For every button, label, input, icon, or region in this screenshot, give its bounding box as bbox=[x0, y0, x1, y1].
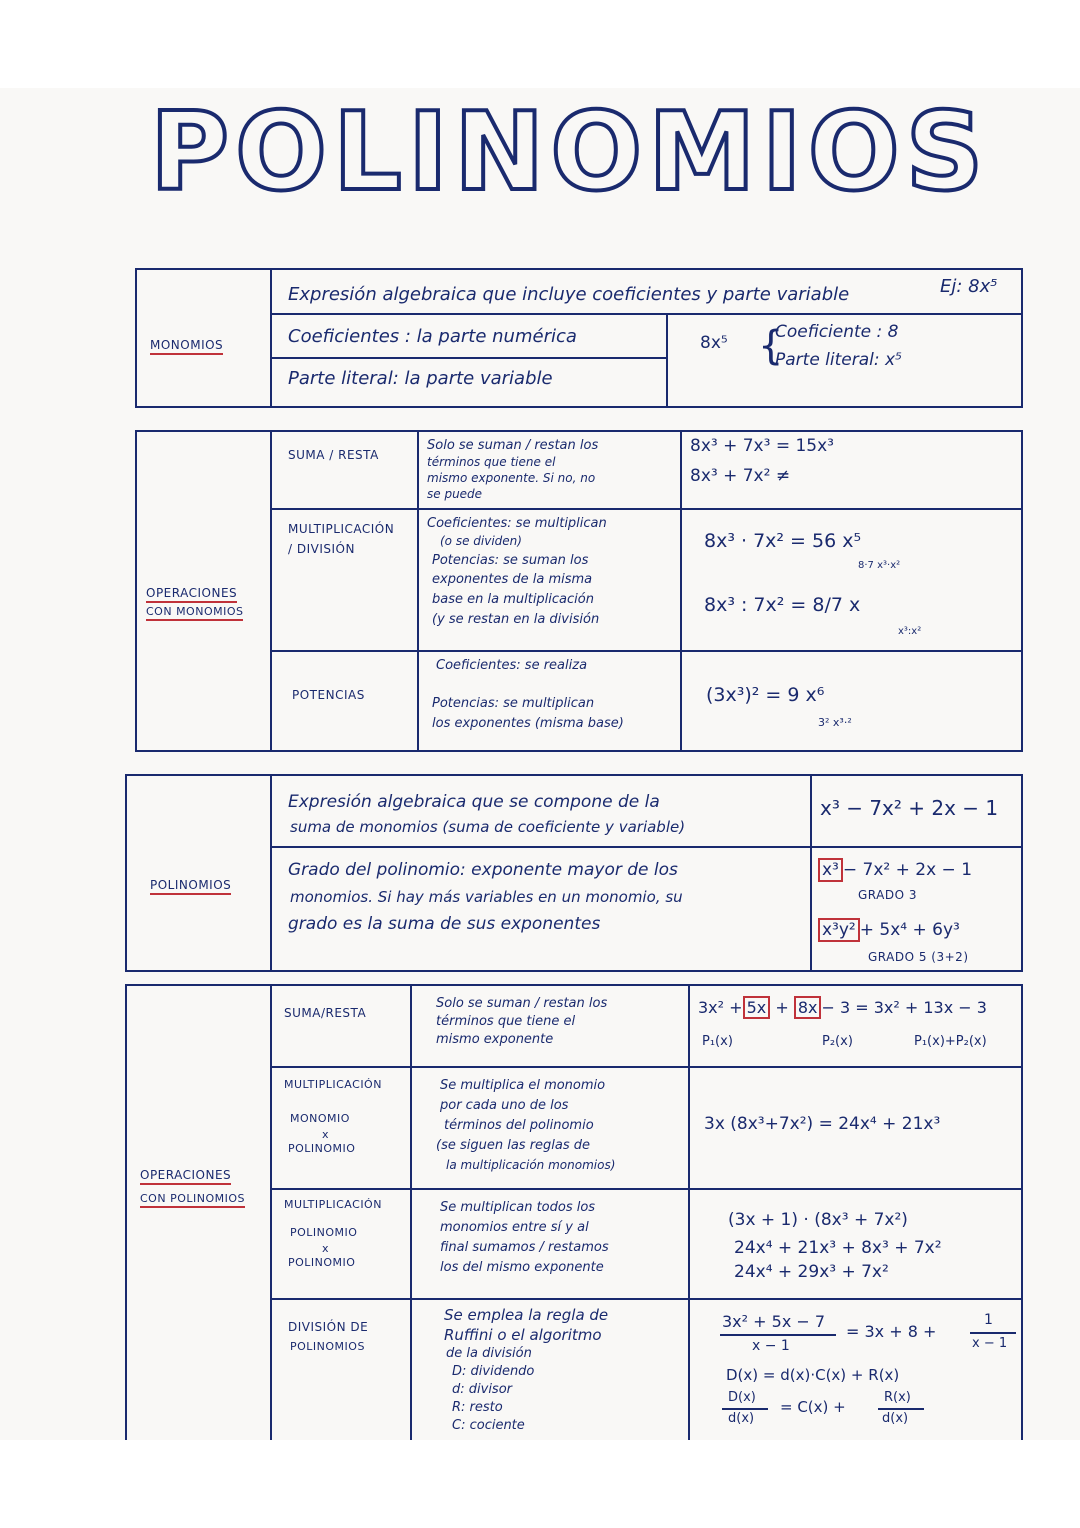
monomios-label: MONOMIOS bbox=[150, 338, 223, 355]
division-poli-desc: Ruffini o el algoritmo bbox=[444, 1326, 602, 1344]
operaciones-polinomios-label-2: CON POLINOMIOS bbox=[140, 1192, 245, 1208]
multiplicacion-example-note: 8·7 x³·x² bbox=[858, 560, 901, 571]
polinomios-grado: grado es la suma de sus exponentes bbox=[288, 914, 601, 934]
division-poli-desc: de la división bbox=[446, 1346, 532, 1361]
multiplicacion-desc: (o se dividen) bbox=[440, 534, 522, 548]
multiplicacion-example: 8x³ · 7x² = 56 x⁵ bbox=[704, 530, 862, 552]
potencias-example: (3x³)² = 9 x⁶ bbox=[706, 684, 825, 706]
division-poli-desc: Se emplea la regla de bbox=[444, 1306, 609, 1324]
highlight-box: x³ bbox=[818, 858, 843, 882]
divider bbox=[680, 430, 682, 752]
p1-label: P₁(x) bbox=[702, 1034, 733, 1049]
division-example-denominator: x − 1 bbox=[752, 1338, 790, 1354]
mult-mono-desc: la multiplicación monomios) bbox=[446, 1158, 616, 1172]
operaciones-polinomios-label-1: OPERACIONES bbox=[140, 1168, 231, 1185]
division-example-note: x³:x² bbox=[898, 626, 922, 637]
division-poli-desc: C: cociente bbox=[452, 1418, 525, 1433]
divider bbox=[417, 430, 419, 752]
fraction-bar bbox=[878, 1408, 924, 1410]
divider bbox=[810, 774, 812, 972]
grado-example-2 bbox=[818, 920, 960, 940]
suma-resta-example-2: 8x³ + 7x² ≠ bbox=[690, 466, 791, 486]
divider bbox=[270, 508, 1023, 510]
fraction-bar bbox=[722, 1408, 768, 1410]
poli-suma-example bbox=[698, 998, 987, 1017]
mult-mono-label: POLINOMIO bbox=[288, 1142, 356, 1155]
operaciones-monomios-label-2: CON MONOMIOS bbox=[146, 605, 243, 621]
mult-mono-desc: (se siguen las reglas de bbox=[436, 1138, 591, 1153]
p2-label: P₂(x) bbox=[822, 1034, 853, 1049]
multiplicacion-desc: (y se restan en la división bbox=[432, 612, 600, 627]
potencias-label: POTENCIAS bbox=[292, 688, 365, 702]
brace: { bbox=[758, 323, 784, 369]
top-margin bbox=[0, 0, 1080, 88]
potencias-example-note: 3² x³·² bbox=[818, 716, 852, 729]
divider bbox=[270, 357, 666, 359]
bottom-margin bbox=[0, 1440, 1080, 1528]
mult-poli-desc: monomios entre sí y al bbox=[440, 1220, 589, 1235]
division-poli-label: POLINOMIOS bbox=[290, 1340, 365, 1353]
multiplicacion-label: MULTIPLICACIÓN bbox=[288, 522, 395, 536]
monomios-example-term: 8x⁵ bbox=[700, 333, 728, 353]
potencias-desc: Potencias: se multiplican bbox=[432, 696, 595, 711]
division-example-result: = 3x + 8 + bbox=[846, 1322, 937, 1341]
monomios-coeficientes: Coeficientes : la parte numérica bbox=[288, 326, 577, 347]
multiplicacion-desc: Coeficientes: se multiplican bbox=[427, 516, 607, 531]
polinomios-label: POLINOMIOS bbox=[150, 878, 231, 895]
highlight-box: 5x bbox=[743, 996, 771, 1019]
division-quotient-mid: = C(x) + bbox=[780, 1398, 846, 1416]
mult-mono-label: MULTIPLICACIÓN bbox=[284, 1078, 382, 1091]
suma-resta-desc: términos que tiene el bbox=[427, 455, 556, 469]
operaciones-monomios-label-1: OPERACIONES bbox=[146, 586, 237, 603]
polinomios-grado: Grado del polinomio: exponente mayor de los bbox=[288, 860, 678, 880]
mult-mono-example: 3x (8x³+7x²) = 24x⁴ + 21x³ bbox=[704, 1114, 941, 1134]
mult-poli-desc: los del mismo exponente bbox=[440, 1260, 604, 1275]
poli-suma-resta-desc: Solo se suman / restan los bbox=[436, 996, 608, 1011]
suma-resta-desc: Solo se suman / restan los bbox=[427, 438, 599, 453]
monomios-parte-literal: Parte literal: la parte variable bbox=[288, 368, 553, 389]
suma-resta-desc: se puede bbox=[427, 487, 483, 501]
monomios-definition: Expresión algebraica que incluye coeficientes y parte variable bbox=[288, 284, 850, 305]
division-rest-num: R(x) bbox=[884, 1390, 911, 1405]
division-quotient-num: D(x) bbox=[728, 1390, 756, 1405]
divider bbox=[270, 774, 272, 972]
polinomios-grado: monomios. Si hay más variables en un monomio, su bbox=[290, 888, 683, 906]
poli-suma-resta-desc: mismo exponente bbox=[436, 1032, 554, 1047]
polinomios-def: suma de monomios (suma de coeficiente y variable) bbox=[290, 818, 686, 836]
grado-example-1-label: GRADO 3 bbox=[858, 888, 917, 902]
fraction-bar bbox=[970, 1332, 1016, 1334]
mult-poli-example-2: 24x⁴ + 21x³ + 8x³ + 7x² bbox=[734, 1238, 942, 1258]
suma-resta-desc: mismo exponente. Si no, no bbox=[427, 471, 596, 485]
division-rest-den: d(x) bbox=[882, 1411, 909, 1426]
suma-resta-label: SUMA / RESTA bbox=[288, 448, 379, 462]
mult-mono-desc: términos del polinomio bbox=[444, 1118, 594, 1133]
divider bbox=[270, 1188, 1023, 1190]
monomios-example-coef: Coeficiente : 8 bbox=[775, 322, 899, 342]
poli-suma-resta-desc: términos que tiene el bbox=[436, 1014, 576, 1029]
mult-poli-label: POLINOMIO bbox=[288, 1256, 356, 1269]
division-example-numerator: 3x² + 5x − 7 bbox=[722, 1312, 826, 1331]
divider bbox=[666, 313, 668, 408]
polinomios-def-example: x³ − 7x² + 2x − 1 bbox=[820, 796, 999, 820]
multiplicacion-desc: Potencias: se suman los bbox=[432, 553, 589, 568]
highlight-box: 8x bbox=[794, 996, 822, 1019]
grado-example-1 bbox=[818, 860, 972, 880]
page-title: POLINOMIOS bbox=[150, 90, 990, 215]
divider bbox=[270, 984, 272, 1440]
mult-poli-label: POLINOMIO bbox=[290, 1226, 358, 1239]
term: − 3 bbox=[821, 998, 851, 1017]
potencias-desc: los exponentes (misma base) bbox=[432, 716, 624, 731]
divider bbox=[270, 650, 1023, 652]
mult-poli-label: x bbox=[322, 1242, 330, 1255]
mult-mono-desc: Se multiplica el monomio bbox=[440, 1078, 606, 1093]
suma-resta-example-1: 8x³ + 7x³ = 15x³ bbox=[690, 436, 834, 456]
divider bbox=[270, 1298, 1023, 1300]
term: = 3x² + 13x − 3 bbox=[855, 998, 987, 1017]
divider bbox=[270, 846, 1023, 848]
poli-suma-resta-label: SUMA/RESTA bbox=[284, 1006, 367, 1020]
division-example-rem-num: 1 bbox=[984, 1312, 993, 1328]
mult-poli-example-1: (3x + 1) · (8x³ + 7x²) bbox=[728, 1210, 908, 1230]
division-poli-desc: D: dividendo bbox=[452, 1364, 535, 1379]
division-poli-desc: d: divisor bbox=[452, 1382, 513, 1397]
mult-mono-label: MONOMIO bbox=[290, 1112, 350, 1125]
mult-mono-label: x bbox=[322, 1128, 330, 1141]
mult-poli-label: MULTIPLICACIÓN bbox=[284, 1198, 382, 1211]
divider bbox=[270, 268, 272, 408]
divider bbox=[270, 313, 1023, 315]
polinomios-def: Expresión algebraica que se compone de la bbox=[288, 792, 660, 812]
division-quotient-den: d(x) bbox=[728, 1411, 755, 1426]
divider bbox=[688, 984, 690, 1440]
highlight-box: x³y² bbox=[818, 918, 860, 942]
multiplicacion-desc: base en la multiplicación bbox=[432, 592, 594, 607]
divider bbox=[270, 430, 272, 752]
division-poli-label: DIVISIÓN DE bbox=[288, 1320, 369, 1334]
grado-example-2-label: GRADO 5 (3+2) bbox=[868, 950, 969, 964]
grado-example-1-rest: − 7x² + 2x − 1 bbox=[842, 860, 973, 880]
mult-mono-desc: por cada uno de los bbox=[440, 1098, 569, 1113]
potencias-desc: Coeficientes: se realiza bbox=[436, 658, 588, 673]
term: + bbox=[775, 998, 789, 1017]
mult-poli-desc: final sumamos / restamos bbox=[440, 1240, 609, 1255]
multiplicacion-desc: exponentes de la misma bbox=[432, 572, 593, 587]
division-poli-desc: R: resto bbox=[452, 1400, 503, 1415]
division-example-rem-den: x − 1 bbox=[972, 1336, 1008, 1351]
monomios-example-label: Ej: 8x⁵ bbox=[940, 276, 998, 297]
division-example: 8x³ : 7x² = 8/7 x bbox=[704, 594, 861, 616]
division-label: / DIVISIÓN bbox=[288, 542, 355, 556]
term: 3x² + bbox=[698, 998, 743, 1017]
monomios-example-literal: Parte literal: x⁵ bbox=[775, 350, 902, 370]
divider bbox=[270, 1066, 1023, 1068]
grado-example-2-rest: + 5x⁴ + 6y³ bbox=[859, 920, 960, 940]
mult-poli-desc: Se multiplican todos los bbox=[440, 1200, 596, 1215]
fraction-bar bbox=[720, 1334, 836, 1336]
divider bbox=[410, 984, 412, 1440]
mult-poli-example-3: 24x⁴ + 29x³ + 7x² bbox=[734, 1262, 889, 1282]
p1-plus-p2-label: P₁(x)+P₂(x) bbox=[914, 1034, 987, 1049]
division-identity: D(x) = d(x)·C(x) + R(x) bbox=[726, 1366, 900, 1384]
